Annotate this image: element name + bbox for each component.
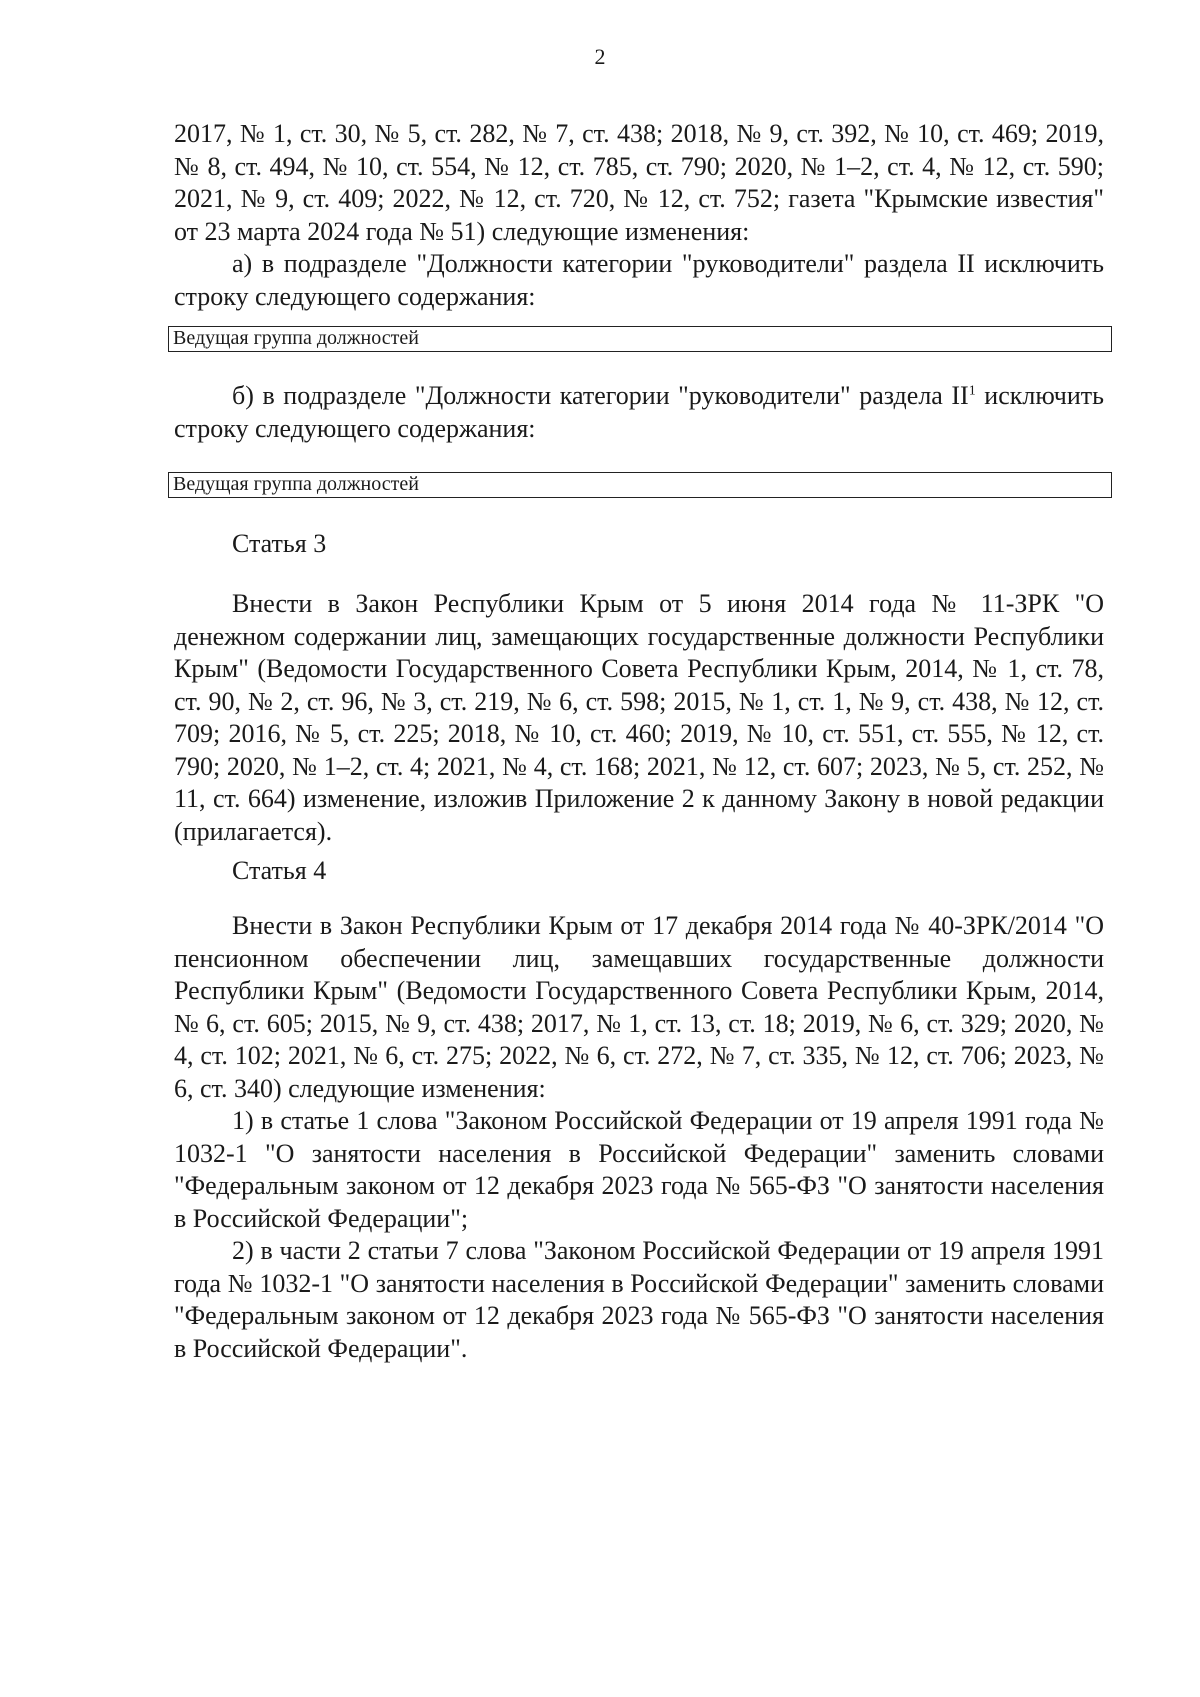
article-4-item-1: 1) в статье 1 слова "Законом Российской Федерации от 19 апреля 1991 года № 1032-1 "О занятости населения в Российской Федерации" заменить словами "Федеральным законом от 12 декабря 2023 года № 565-ФЗ "О занятости населения в Российской Федерации"; xyxy=(174,1106,1104,1233)
table-cell-label: Ведущая группа должностей xyxy=(173,473,419,495)
item-a-paragraph: а) в подразделе "Должности категории "руководители" раздела II исключить строку следующего содержания: xyxy=(174,249,1104,311)
article-4-paragraph: Внести в Закон Республики Крым от 17 декабря 2014 года № 40-ЗРК/2014 "О пенсионном обеспечении лиц, замещавших государственные должности Республики Крым" (Ведомости Государственного Совета Республики Крым, 2014, № 6, ст. 605; 2015, № 9, ст. 438; 2017, № 1, ст. 13, ст. 18; 2019, № 6, ст. 329; 2020, № 4, ст. 102; 2021, № 6, ст. 275; 2022, № 6, ст. 272, № 7, ст. 335, № 12, ст. 706; 2023, № 6, ст. 340) следующие изменения: xyxy=(174,911,1104,1103)
article-3-paragraph: Внести в Закон Республики Крым от 5 июня 2014 года № 11-ЗРК "О денежном содержании лиц, замещающих государственные должности Республики Крым" (Ведомости Государственного Совета Республики Крым, 2014, № 1, ст. 78, ст. 90, № 2, ст. 96, № 3, ст. 219, № 6, ст. 598; 2015, № 1, ст. 1, № 9, ст. 438, № 12, ст. 709; 2016, № 5, ст. 225; 2018, № 10, ст. 460; 2019, № 10, ст. 551, ст. 555, № 12, ст. 790; 2020, № 1–2, ст. 4; 2021, № 4, ст. 168; 2021, № 12, ст. 607; 2023, № 5, ст. 252, № 11, ст. 664) изменение, изложив Приложение 2 к данному Закону в новой редакции (прилагается). xyxy=(174,589,1104,846)
article-4-body xyxy=(174,910,1104,1365)
article-4-item-2: 2) в части 2 статьи 7 слова "Законом Российской Федерации от 19 апреля 1991 года № 1032-1 "О занятости населения в Российской Федерации" заменить словами "Федеральным законом от 12 декабря 2023 года № 565-ФЗ "О занятости населения в Российской Федерации". xyxy=(174,1236,1104,1363)
item-b-block xyxy=(174,380,1104,445)
amendment-intro-paragraph: 2017, № 1, ст. 30, № 5, ст. 282, № 7, ст. 438; 2018, № 9, ст. 392, № 10, ст. 469; 2019, № 8, ст. 494, № 10, ст. 554, № 12, ст. 785, ст. 790; 2020, № 1–2, ст. 4, № 12, ст. 590; 2021, № 9, ст. 409; 2022, № 12, ст. 720, № 12, ст. 752; газета "Крымские известия" от 23 марта 2024 года № 51) следующие изменения: xyxy=(174,119,1104,246)
table-cell-label: Ведущая группа должностей xyxy=(173,327,419,349)
article-3-heading: Статья 3 xyxy=(232,529,327,558)
item-b-paragraph xyxy=(174,380,1104,445)
amendment-intro-block xyxy=(174,118,1104,313)
page-number: 2 xyxy=(594,44,606,69)
item-b-superscript: 1 xyxy=(968,383,976,399)
item-b-text-tail: исключить строку следующего содержания: xyxy=(174,381,1104,443)
article-3-body xyxy=(174,588,1104,848)
item-b-text: б) в подразделе "Должности категории "руководители" раздела II xyxy=(232,381,969,410)
table-row-leading-group-b xyxy=(168,472,1112,498)
article-4-heading: Статья 4 xyxy=(232,856,327,885)
table-row-leading-group-a xyxy=(168,326,1112,352)
